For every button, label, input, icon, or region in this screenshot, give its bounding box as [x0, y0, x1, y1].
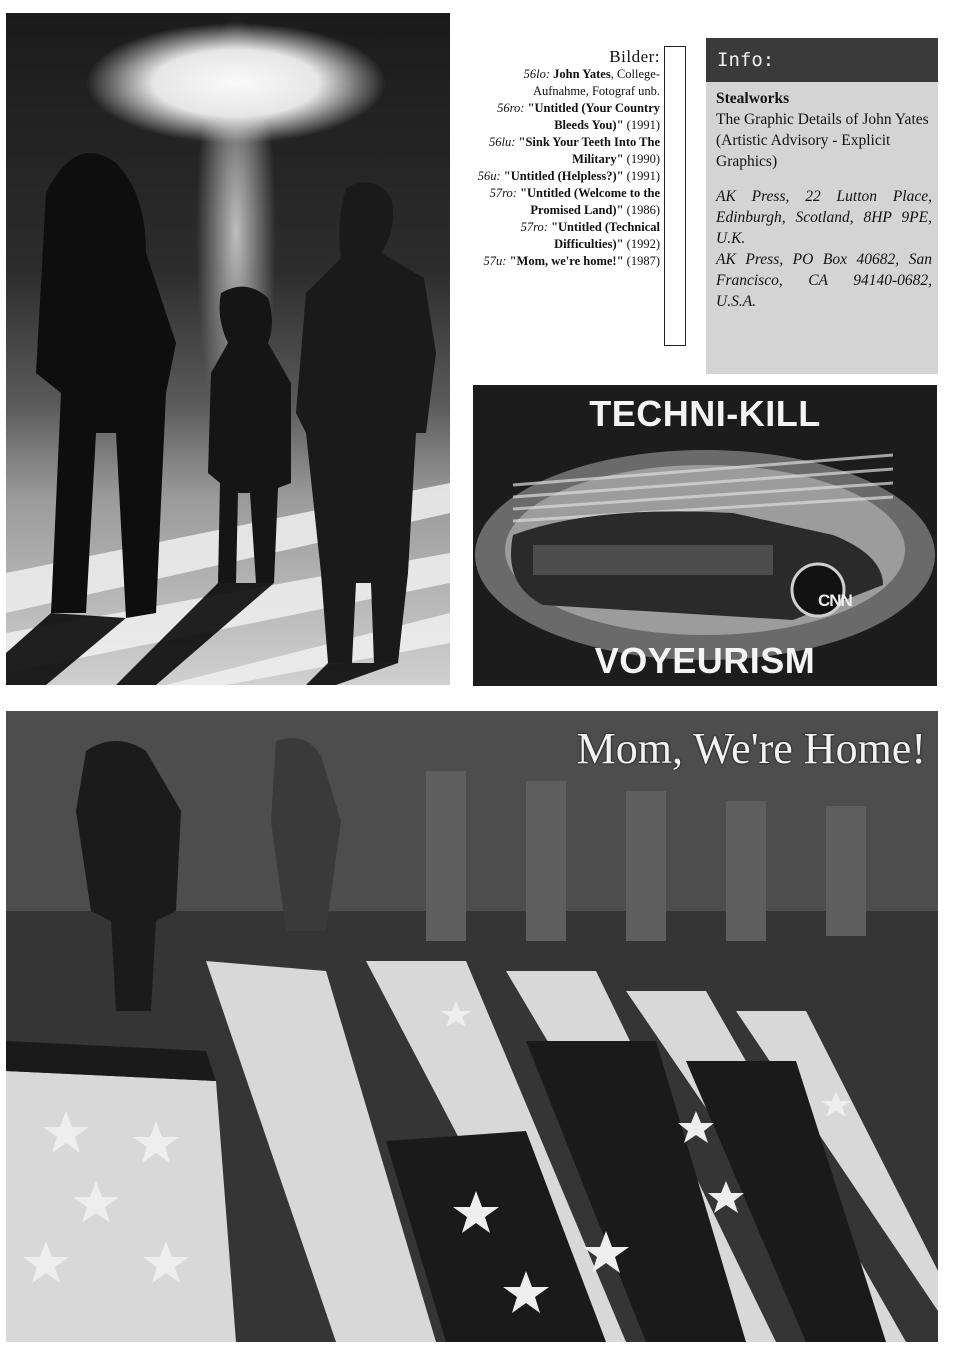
- info-book-subtitle: The Graphic Details of John Yates: [716, 111, 929, 128]
- bilder-ref: 57u:: [483, 254, 507, 268]
- bilder-caption: [470, 48, 660, 270]
- bilder-rest: (1990): [623, 152, 660, 166]
- info-book-note: (Artistic Advisory - Explicit Graphics): [716, 132, 891, 170]
- bilder-text: "Sink Your Teeth Into The Military": [518, 135, 660, 166]
- techni-kill-panel: [473, 385, 937, 686]
- mom-were-home-title: Mom, We're Home!: [576, 724, 926, 773]
- bilder-title: Bilder:: [609, 47, 660, 66]
- info-address-us: AK Press, PO Box 40682, San Francisco, CA 94140-0682, U.S.A.: [716, 251, 932, 310]
- bilder-rest: (1992): [623, 237, 660, 251]
- bilder-entry: [470, 253, 660, 270]
- info-header: Info:: [706, 38, 938, 82]
- bilder-entry: [470, 100, 660, 134]
- info-book-title: Stealworks: [716, 90, 790, 107]
- photo-flag-draped-coffins: [6, 711, 938, 1342]
- photo-family-mushroom-cloud: [6, 13, 450, 685]
- bilder-ref: 56ro:: [497, 101, 525, 115]
- bilder-side-bar: [664, 46, 686, 346]
- bilder-ref: 57ro:: [489, 186, 517, 200]
- bilder-entry: [470, 168, 660, 185]
- coffins-artwork: [6, 711, 938, 1342]
- info-address-uk: AK Press, 22 Lutton Place, Edinburgh, Scotland, 8HP 9PE, U.K.: [716, 188, 932, 247]
- photo-family-artwork: [6, 13, 450, 685]
- bilder-text: "Untitled (Welcome to the Promised Land)": [520, 186, 660, 217]
- bilder-entry: [470, 66, 660, 100]
- bilder-rest: (1991): [623, 118, 660, 132]
- bilder-text: "Untitled (Your Country Bleeds You)": [527, 101, 660, 132]
- bilder-text: "Untitled (Technical Difficulties)": [551, 220, 660, 251]
- info-box: [706, 38, 938, 374]
- info-body: [716, 88, 932, 312]
- cnn-logo: CNN: [818, 591, 852, 610]
- bilder-ref: 56u:: [477, 169, 501, 183]
- bilder-entry: [470, 219, 660, 253]
- bilder-entry: [470, 134, 660, 168]
- voyeurism-heading: VOYEURISM: [594, 640, 816, 681]
- bilder-ref: 57ro:: [520, 220, 548, 234]
- bilder-entry: [470, 185, 660, 219]
- bilder-rest: , College-Aufnahme, Fotograf unb.: [532, 67, 660, 98]
- bilder-text: John Yates: [553, 67, 611, 81]
- techni-kill-heading: TECHNI-KILL: [589, 393, 821, 434]
- bilder-rest: (1987): [623, 254, 660, 268]
- bilder-rest: (1991): [623, 169, 660, 183]
- bilder-ref: 56lo:: [523, 67, 551, 81]
- bilder-ref: 56lu:: [488, 135, 516, 149]
- info-spacer: [716, 172, 932, 186]
- bilder-text: "Untitled (Helpless?)": [503, 169, 624, 183]
- bilder-rest: (1986): [623, 203, 660, 217]
- bilder-text: "Mom, we're home!": [509, 254, 624, 268]
